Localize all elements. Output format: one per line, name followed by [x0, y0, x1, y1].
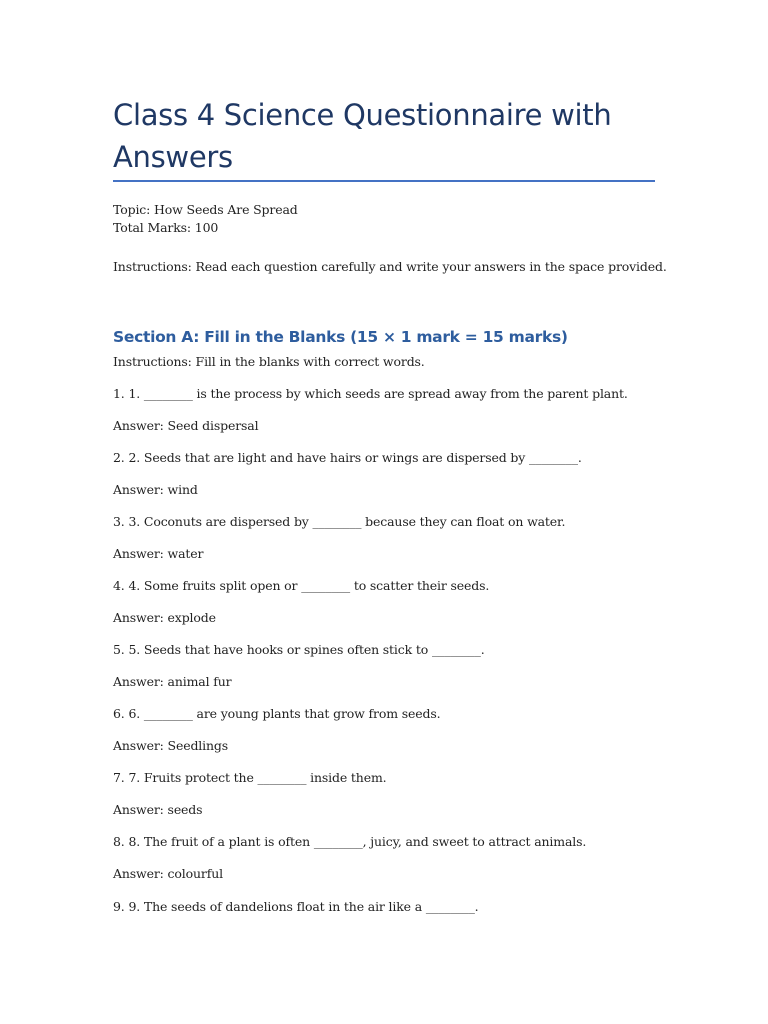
general-instructions: Instructions: Read each question carefully and write your answers in the space provided. [113, 259, 667, 274]
answer-2: Answer: wind [113, 482, 198, 497]
answer-4: Answer: explode [113, 610, 216, 625]
question-4: 4. 4. Some fruits split open or ________ to scatter their seeds. [113, 578, 490, 593]
answer-8: Answer: colourful [113, 866, 223, 881]
answer-5: Answer: animal fur [113, 674, 232, 689]
answer-1: Answer: Seed dispersal [113, 418, 259, 433]
section-a-heading: Section A: Fill in the Blanks (15 × 1 mark = 15 marks) [113, 328, 568, 346]
document-title: Class 4 Science Questionnaire with Answers [113, 98, 612, 174]
question-1: 1. 1. ________ is the process by which seeds are spread away from the parent plant. [113, 386, 628, 401]
question-8: 8. 8. The fruit of a plant is often ________, juicy, and sweet to attract animals. [113, 834, 587, 849]
question-2: 2. 2. Seeds that are light and have hairs or wings are dispersed by ________. [113, 450, 582, 465]
question-5: 5. 5. Seeds that have hooks or spines often stick to ________. [113, 642, 485, 657]
answer-3: Answer: water [113, 546, 204, 561]
answer-6: Answer: Seedlings [113, 738, 229, 753]
section-a-instructions: Instructions: Fill in the blanks with correct words. [113, 354, 425, 369]
question-6: 6. 6. ________ are young plants that grow from seeds. [113, 706, 441, 721]
title-underline [113, 180, 655, 182]
total-marks-line: Total Marks: 100 [113, 220, 219, 235]
answer-7: Answer: seeds [113, 802, 203, 817]
question-9: 9. 9. The seeds of dandelions float in the air like a ________. [113, 899, 479, 914]
question-7: 7. 7. Fruits protect the ________ inside them. [113, 770, 387, 785]
question-3: 3. 3. Coconuts are dispersed by ________ because they can float on water. [113, 514, 566, 529]
topic-line: Topic: How Seeds Are Spread [113, 202, 298, 217]
